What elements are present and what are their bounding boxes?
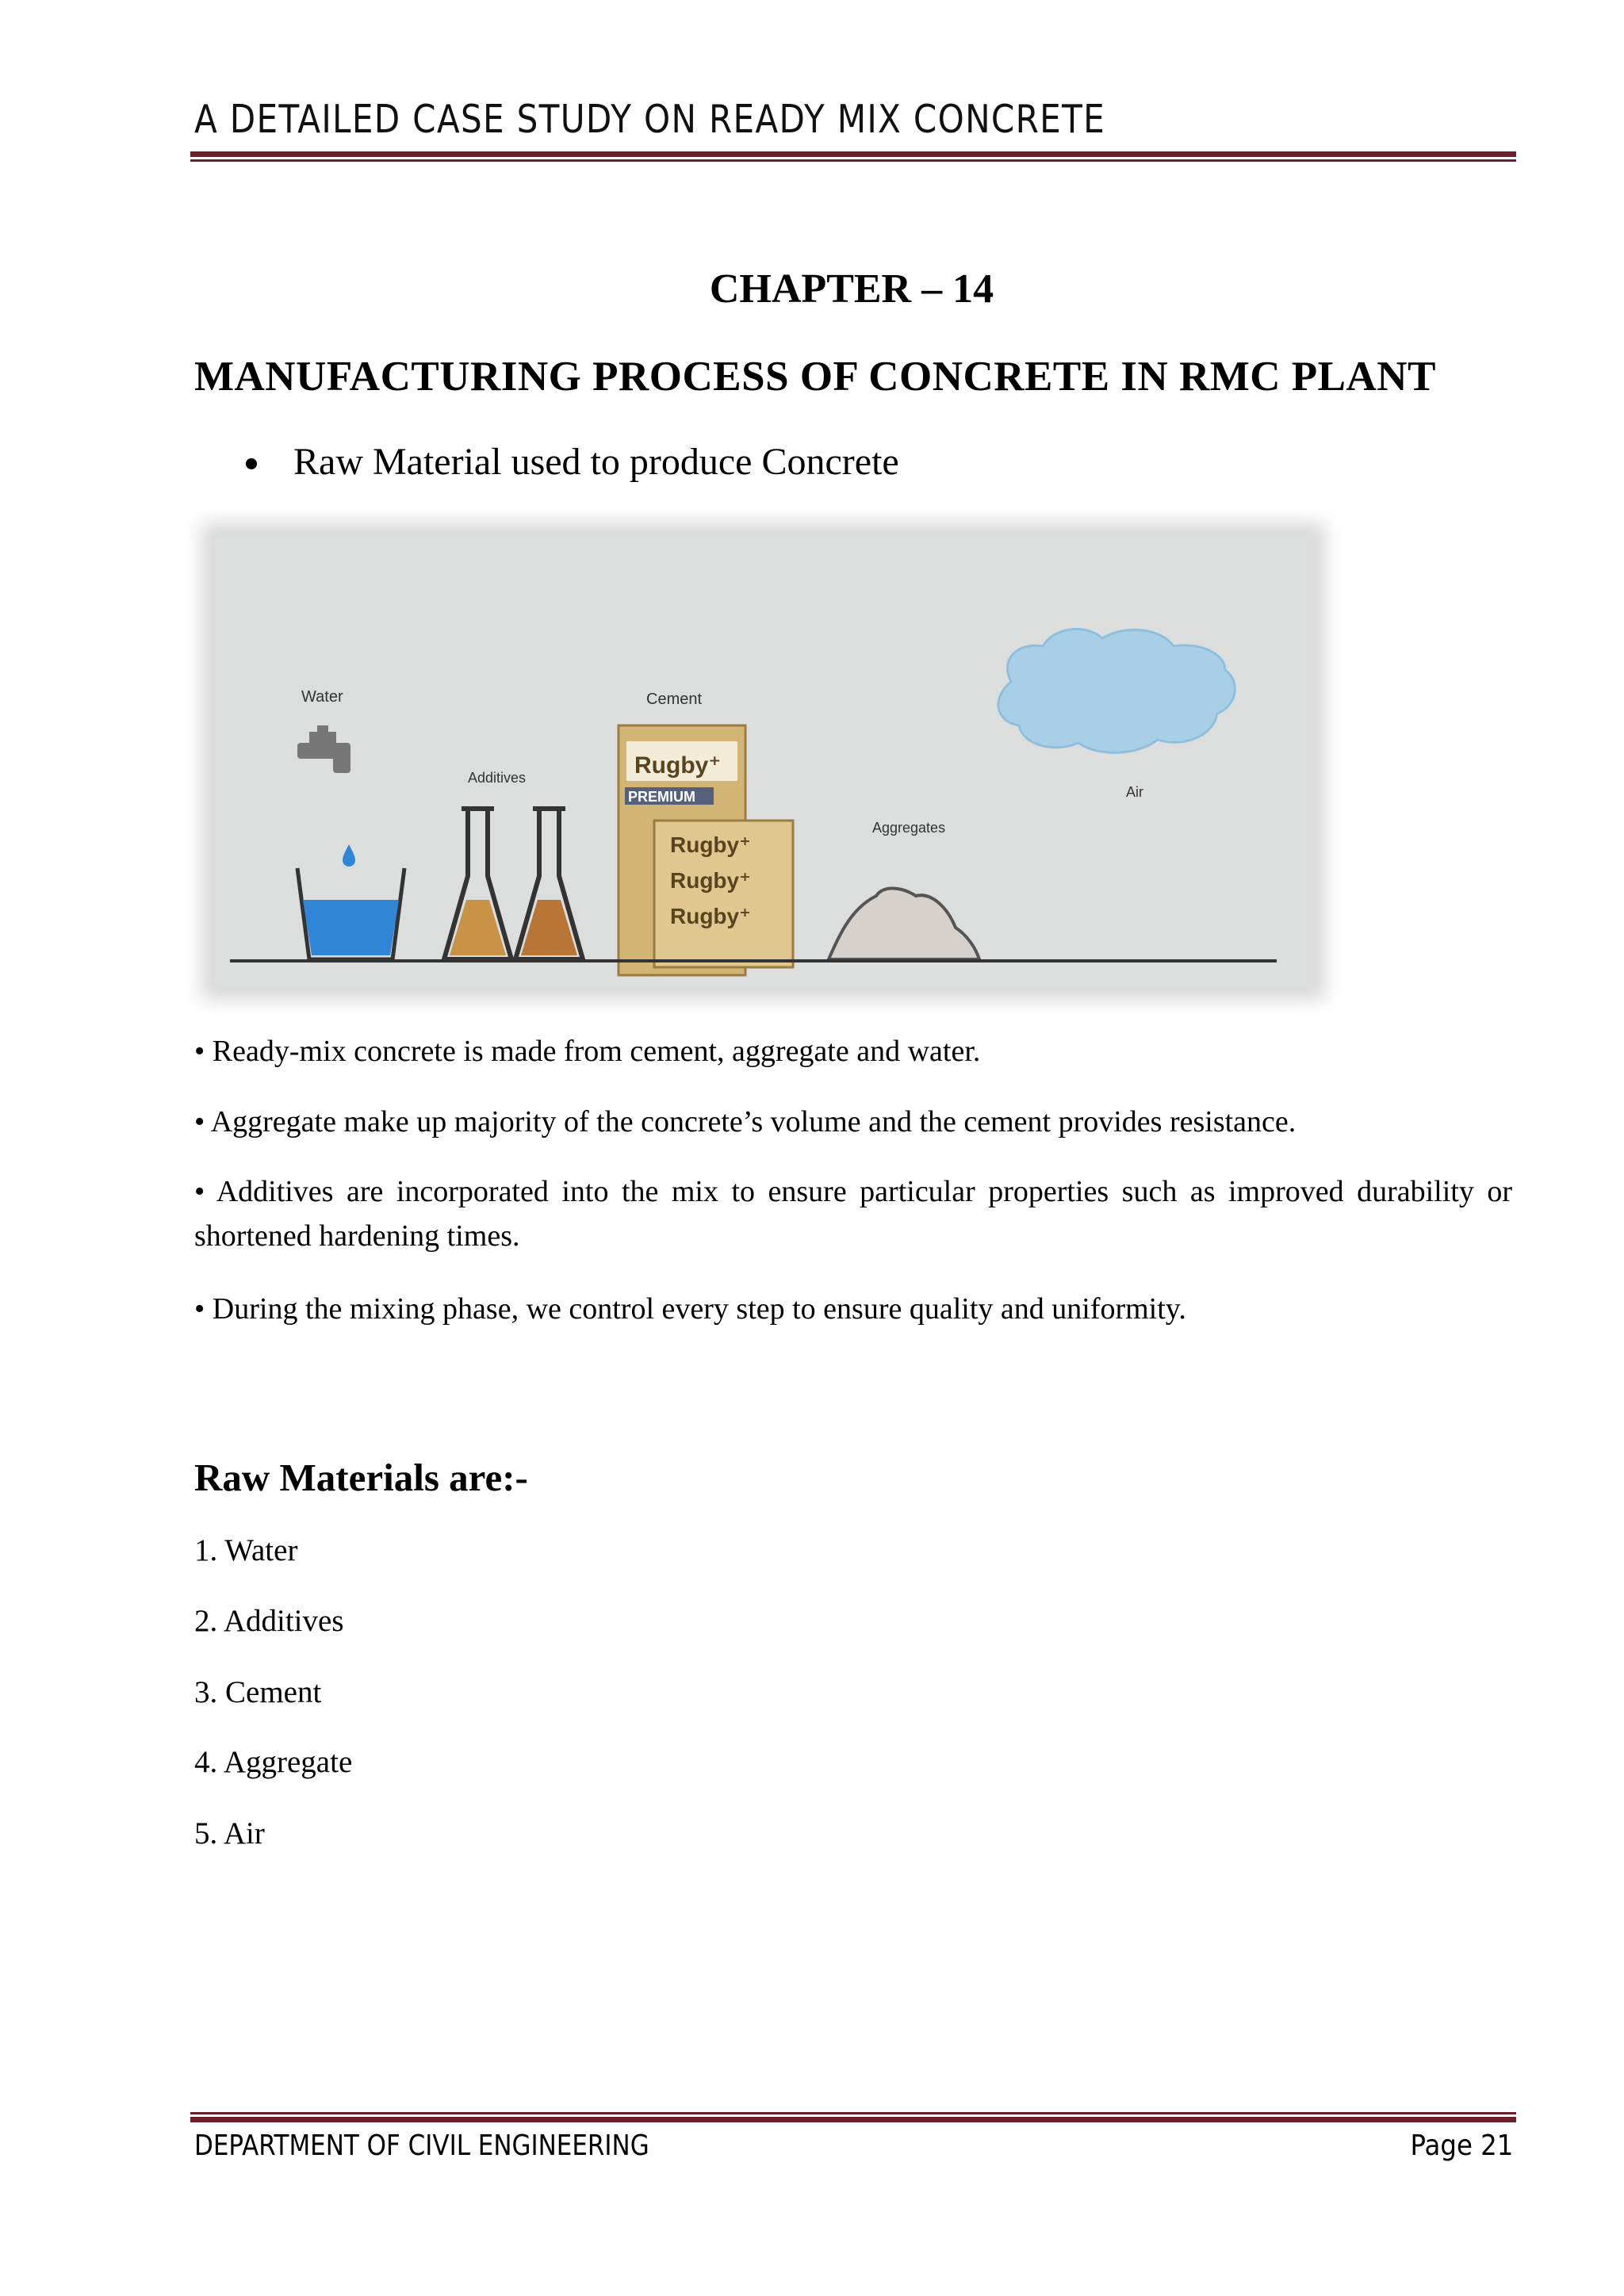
bag-premium-label: PREMIUM bbox=[628, 789, 695, 805]
running-header: A DETAILED CASE STUDY ON READY MIX CONCRETE bbox=[194, 97, 1106, 142]
list-item: 1. Water bbox=[194, 1533, 298, 1567]
chapter-title: MANUFACTURING PROCESS OF CONCRETE IN RMC PLANT bbox=[194, 354, 1436, 400]
footer-page-number: Page 21 bbox=[1410, 2130, 1513, 2162]
intro-bullet bbox=[246, 440, 899, 484]
bullet-dot-icon bbox=[246, 458, 257, 469]
footer-rule-thick bbox=[190, 2117, 1516, 2122]
list-item: 4. Aggregate bbox=[194, 1745, 353, 1779]
paragraph-1: • Ready-mix concrete is made from cement, aggregate and water. bbox=[194, 1035, 981, 1068]
chapter-number: CHAPTER – 14 bbox=[709, 266, 994, 312]
list-item: 5. Air bbox=[194, 1816, 265, 1850]
bag-brand-3: Rugby⁺ bbox=[670, 904, 751, 928]
raw-materials-illustration bbox=[214, 535, 1312, 987]
footer-department: DEPARTMENT OF CIVIL ENGINEERING bbox=[194, 2130, 649, 2162]
list-item: 2. Additives bbox=[194, 1604, 344, 1638]
paragraph-3: • Additives are incorporated into the mix to ensure particular properties such as improved durability or shortened hardening times. bbox=[194, 1175, 1512, 1253]
header-rule-thick bbox=[190, 151, 1516, 157]
water-drop-icon bbox=[343, 844, 355, 867]
flask-left-icon bbox=[444, 809, 511, 959]
list-item: 3. Cement bbox=[194, 1675, 322, 1709]
cement-bag-small bbox=[654, 821, 793, 967]
bag-brand-large: Rugby⁺ bbox=[634, 752, 722, 779]
paragraph-2: • Aggregate make up majority of the concrete’s volume and the cement provides resistance. bbox=[194, 1105, 1297, 1138]
footer-rule-thin bbox=[190, 2112, 1516, 2114]
bag-brand-1: Rugby⁺ bbox=[670, 832, 751, 857]
raw-materials-heading: Raw Materials are:- bbox=[194, 1456, 528, 1499]
water-fill bbox=[303, 900, 399, 955]
tap-icon bbox=[297, 725, 350, 773]
water-label: Water bbox=[301, 688, 343, 706]
air-label: Air bbox=[1126, 784, 1143, 800]
header-rule-thin bbox=[190, 159, 1516, 162]
paragraph-4: • During the mixing phase, we control every step to ensure quality and uniformity. bbox=[194, 1292, 1186, 1326]
additives-label: Additives bbox=[468, 770, 527, 786]
aggregates-pile-icon bbox=[829, 889, 979, 959]
bag-brand-2: Rugby⁺ bbox=[670, 868, 751, 893]
cement-label: Cement bbox=[646, 691, 703, 708]
flask-right-icon bbox=[515, 809, 583, 959]
aggregates-label: Aggregates bbox=[872, 820, 946, 836]
intro-bullet-text: Raw Material used to produce Concrete bbox=[293, 441, 899, 483]
air-cloud-icon bbox=[998, 629, 1235, 753]
raw-materials-figure bbox=[214, 535, 1312, 987]
